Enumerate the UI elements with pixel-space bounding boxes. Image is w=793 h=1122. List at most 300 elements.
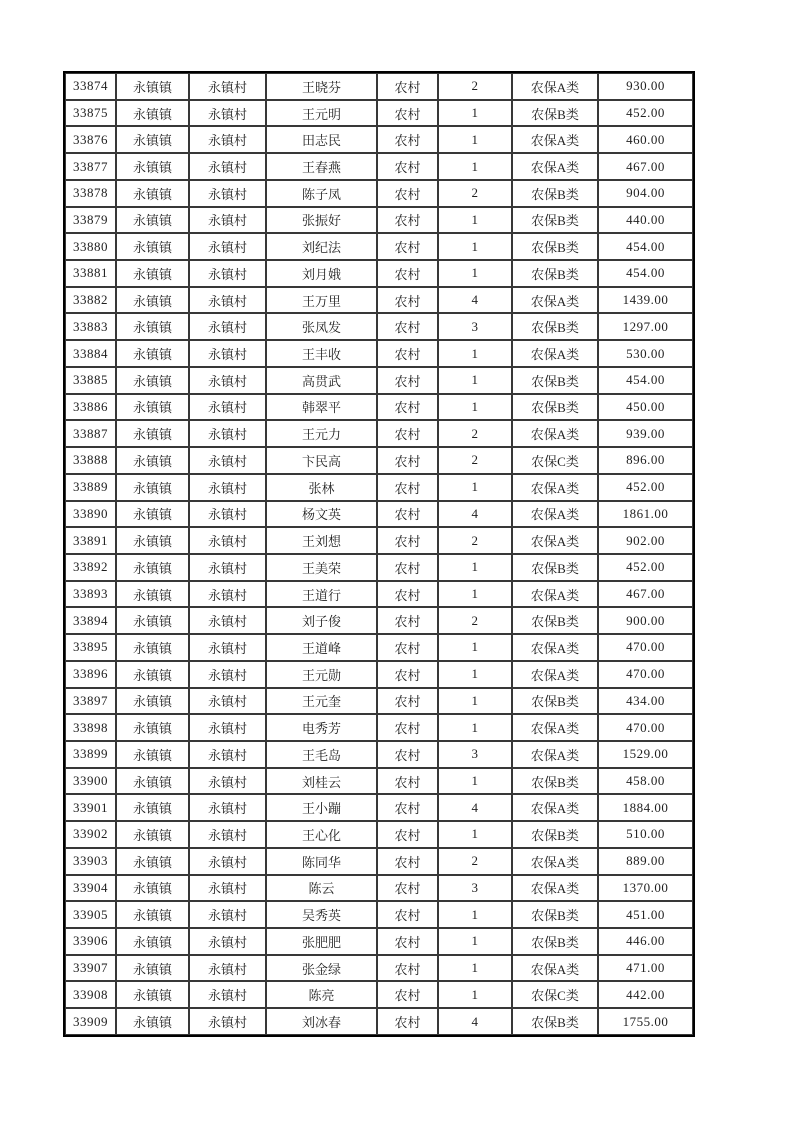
cell-town: 永镇镇 — [116, 180, 189, 207]
cell-insurance-class: 农保A类 — [512, 794, 598, 821]
cell-person-name: 刘冰春 — [266, 1008, 377, 1035]
cell-person-name: 王毛岛 — [266, 741, 377, 768]
cell-serial-number: 33899 — [65, 741, 116, 768]
cell-serial-number: 33909 — [65, 1008, 116, 1035]
table-row — [65, 661, 693, 688]
cell-village: 永镇村 — [189, 554, 266, 581]
cell-village: 永镇村 — [189, 501, 266, 528]
cell-town: 永镇镇 — [116, 554, 189, 581]
cell-amount: 1529.00 — [598, 741, 693, 768]
cell-household-type: 农村 — [377, 153, 438, 180]
table-row — [65, 955, 693, 982]
cell-amount: 896.00 — [598, 447, 693, 474]
cell-serial-number: 33877 — [65, 153, 116, 180]
cell-person-name: 王元力 — [266, 420, 377, 447]
cell-person-name: 陈同华 — [266, 848, 377, 875]
cell-insurance-class: 农保A类 — [512, 661, 598, 688]
cell-village: 永镇村 — [189, 981, 266, 1008]
cell-town: 永镇镇 — [116, 688, 189, 715]
cell-town: 永镇镇 — [116, 153, 189, 180]
cell-town: 永镇镇 — [116, 420, 189, 447]
cell-household-type: 农村 — [377, 821, 438, 848]
cell-person-count: 2 — [438, 73, 512, 100]
cell-person-name: 王元奎 — [266, 688, 377, 715]
cell-village: 永镇村 — [189, 768, 266, 795]
cell-person-name: 陈云 — [266, 875, 377, 902]
cell-household-type: 农村 — [377, 741, 438, 768]
cell-town: 永镇镇 — [116, 313, 189, 340]
cell-village: 永镇村 — [189, 474, 266, 501]
cell-serial-number: 33900 — [65, 768, 116, 795]
cell-person-count: 1 — [438, 688, 512, 715]
cell-household-type: 农村 — [377, 260, 438, 287]
cell-amount: 452.00 — [598, 100, 693, 127]
cell-person-count: 1 — [438, 581, 512, 608]
cell-town: 永镇镇 — [116, 501, 189, 528]
cell-person-count: 1 — [438, 126, 512, 153]
cell-serial-number: 33885 — [65, 367, 116, 394]
cell-serial-number: 33874 — [65, 73, 116, 100]
cell-amount: 442.00 — [598, 981, 693, 1008]
cell-insurance-class: 农保B类 — [512, 688, 598, 715]
cell-person-name: 王美荣 — [266, 554, 377, 581]
table-row — [65, 260, 693, 287]
cell-household-type: 农村 — [377, 554, 438, 581]
cell-village: 永镇村 — [189, 126, 266, 153]
cell-insurance-class: 农保B类 — [512, 768, 598, 795]
cell-town: 永镇镇 — [116, 100, 189, 127]
cell-amount: 467.00 — [598, 581, 693, 608]
table-row — [65, 340, 693, 367]
cell-person-name: 电秀芳 — [266, 714, 377, 741]
cell-person-name: 刘月娥 — [266, 260, 377, 287]
cell-village: 永镇村 — [189, 394, 266, 421]
cell-person-name: 王春燕 — [266, 153, 377, 180]
cell-person-name: 田志民 — [266, 126, 377, 153]
cell-person-count: 2 — [438, 527, 512, 554]
cell-person-count: 3 — [438, 741, 512, 768]
cell-person-name: 吴秀英 — [266, 901, 377, 928]
cell-village: 永镇村 — [189, 688, 266, 715]
table-row — [65, 768, 693, 795]
cell-person-count: 1 — [438, 901, 512, 928]
cell-village: 永镇村 — [189, 207, 266, 234]
cell-household-type: 农村 — [377, 447, 438, 474]
cell-insurance-class: 农保B类 — [512, 1008, 598, 1035]
cell-insurance-class: 农保B类 — [512, 207, 598, 234]
cell-person-name: 韩翠平 — [266, 394, 377, 421]
table-row — [65, 821, 693, 848]
cell-serial-number: 33898 — [65, 714, 116, 741]
cell-insurance-class: 农保B类 — [512, 554, 598, 581]
cell-person-name: 刘纪法 — [266, 233, 377, 260]
cell-village: 永镇村 — [189, 420, 266, 447]
cell-insurance-class: 农保B类 — [512, 928, 598, 955]
cell-serial-number: 33887 — [65, 420, 116, 447]
cell-village: 永镇村 — [189, 955, 266, 982]
cell-serial-number: 33896 — [65, 661, 116, 688]
cell-amount: 1370.00 — [598, 875, 693, 902]
cell-town: 永镇镇 — [116, 634, 189, 661]
cell-village: 永镇村 — [189, 928, 266, 955]
cell-person-count: 2 — [438, 848, 512, 875]
cell-insurance-class: 农保B类 — [512, 607, 598, 634]
cell-amount: 470.00 — [598, 634, 693, 661]
cell-village: 永镇村 — [189, 527, 266, 554]
cell-insurance-class: 农保A类 — [512, 474, 598, 501]
cell-household-type: 农村 — [377, 340, 438, 367]
cell-town: 永镇镇 — [116, 901, 189, 928]
cell-person-count: 1 — [438, 153, 512, 180]
cell-town: 永镇镇 — [116, 714, 189, 741]
cell-person-name: 刘子俊 — [266, 607, 377, 634]
cell-household-type: 农村 — [377, 794, 438, 821]
cell-village: 永镇村 — [189, 340, 266, 367]
cell-amount: 460.00 — [598, 126, 693, 153]
cell-insurance-class: 农保B类 — [512, 313, 598, 340]
cell-serial-number: 33880 — [65, 233, 116, 260]
cell-village: 永镇村 — [189, 714, 266, 741]
cell-insurance-class: 农保A类 — [512, 955, 598, 982]
cell-serial-number: 33878 — [65, 180, 116, 207]
cell-insurance-class: 农保A类 — [512, 73, 598, 100]
cell-serial-number: 33903 — [65, 848, 116, 875]
cell-town: 永镇镇 — [116, 260, 189, 287]
cell-household-type: 农村 — [377, 634, 438, 661]
cell-serial-number: 33905 — [65, 901, 116, 928]
cell-household-type: 农村 — [377, 367, 438, 394]
cell-serial-number: 33902 — [65, 821, 116, 848]
cell-household-type: 农村 — [377, 688, 438, 715]
cell-village: 永镇村 — [189, 634, 266, 661]
cell-village: 永镇村 — [189, 741, 266, 768]
cell-household-type: 农村 — [377, 581, 438, 608]
cell-person-count: 2 — [438, 180, 512, 207]
cell-amount: 454.00 — [598, 367, 693, 394]
cell-person-name: 陈子凤 — [266, 180, 377, 207]
cell-person-name: 王刘想 — [266, 527, 377, 554]
cell-person-name: 王元勋 — [266, 661, 377, 688]
cell-insurance-class: 农保A类 — [512, 527, 598, 554]
cell-amount: 458.00 — [598, 768, 693, 795]
cell-person-count: 3 — [438, 313, 512, 340]
cell-person-count: 1 — [438, 260, 512, 287]
cell-serial-number: 33882 — [65, 287, 116, 314]
cell-person-count: 4 — [438, 794, 512, 821]
cell-person-name: 王万里 — [266, 287, 377, 314]
cell-amount: 440.00 — [598, 207, 693, 234]
cell-person-count: 1 — [438, 474, 512, 501]
cell-amount: 1861.00 — [598, 501, 693, 528]
cell-household-type: 农村 — [377, 501, 438, 528]
cell-town: 永镇镇 — [116, 661, 189, 688]
cell-town: 永镇镇 — [116, 1008, 189, 1035]
cell-insurance-class: 农保A类 — [512, 714, 598, 741]
table-row — [65, 527, 693, 554]
cell-person-name: 卞民高 — [266, 447, 377, 474]
table-row — [65, 126, 693, 153]
table-row — [65, 794, 693, 821]
cell-person-count: 1 — [438, 661, 512, 688]
cell-insurance-class: 农保A类 — [512, 340, 598, 367]
cell-amount: 452.00 — [598, 554, 693, 581]
cell-serial-number: 33891 — [65, 527, 116, 554]
cell-person-name: 王丰收 — [266, 340, 377, 367]
cell-person-count: 1 — [438, 100, 512, 127]
cell-amount: 454.00 — [598, 260, 693, 287]
table-row — [65, 901, 693, 928]
cell-town: 永镇镇 — [116, 741, 189, 768]
cell-insurance-class: 农保A类 — [512, 153, 598, 180]
cell-household-type: 农村 — [377, 955, 438, 982]
cell-person-count: 4 — [438, 287, 512, 314]
cell-amount: 510.00 — [598, 821, 693, 848]
cell-amount: 454.00 — [598, 233, 693, 260]
cell-serial-number: 33886 — [65, 394, 116, 421]
cell-town: 永镇镇 — [116, 394, 189, 421]
cell-person-count: 1 — [438, 233, 512, 260]
cell-village: 永镇村 — [189, 233, 266, 260]
cell-serial-number: 33890 — [65, 501, 116, 528]
cell-amount: 452.00 — [598, 474, 693, 501]
cell-town: 永镇镇 — [116, 607, 189, 634]
cell-serial-number: 33881 — [65, 260, 116, 287]
table-row — [65, 581, 693, 608]
cell-household-type: 农村 — [377, 207, 438, 234]
table-row — [65, 714, 693, 741]
cell-insurance-class: 农保A类 — [512, 741, 598, 768]
cell-person-count: 2 — [438, 607, 512, 634]
cell-amount: 450.00 — [598, 394, 693, 421]
cell-serial-number: 33888 — [65, 447, 116, 474]
cell-person-count: 1 — [438, 207, 512, 234]
cell-town: 永镇镇 — [116, 821, 189, 848]
cell-town: 永镇镇 — [116, 928, 189, 955]
cell-serial-number: 33883 — [65, 313, 116, 340]
cell-insurance-class: 农保A类 — [512, 501, 598, 528]
cell-household-type: 农村 — [377, 661, 438, 688]
table-row — [65, 394, 693, 421]
cell-village: 永镇村 — [189, 901, 266, 928]
cell-person-count: 1 — [438, 394, 512, 421]
cell-village: 永镇村 — [189, 367, 266, 394]
cell-town: 永镇镇 — [116, 287, 189, 314]
cell-amount: 470.00 — [598, 661, 693, 688]
cell-person-count: 2 — [438, 447, 512, 474]
cell-insurance-class: 农保A类 — [512, 581, 598, 608]
cell-village: 永镇村 — [189, 73, 266, 100]
cell-amount: 530.00 — [598, 340, 693, 367]
cell-insurance-class: 农保B类 — [512, 901, 598, 928]
cell-person-name: 王小蹦 — [266, 794, 377, 821]
cell-person-name: 张林 — [266, 474, 377, 501]
cell-household-type: 农村 — [377, 981, 438, 1008]
cell-amount: 939.00 — [598, 420, 693, 447]
cell-household-type: 农村 — [377, 527, 438, 554]
cell-person-name: 刘桂云 — [266, 768, 377, 795]
cell-town: 永镇镇 — [116, 447, 189, 474]
cell-household-type: 农村 — [377, 420, 438, 447]
cell-town: 永镇镇 — [116, 581, 189, 608]
cell-person-name: 王道峰 — [266, 634, 377, 661]
cell-town: 永镇镇 — [116, 768, 189, 795]
table-row — [65, 153, 693, 180]
cell-serial-number: 33908 — [65, 981, 116, 1008]
cell-town: 永镇镇 — [116, 340, 189, 367]
cell-person-name: 张金绿 — [266, 955, 377, 982]
table-row — [65, 447, 693, 474]
cell-village: 永镇村 — [189, 607, 266, 634]
table-row — [65, 688, 693, 715]
table-row — [65, 474, 693, 501]
cell-town: 永镇镇 — [116, 981, 189, 1008]
cell-serial-number: 33889 — [65, 474, 116, 501]
cell-person-count: 1 — [438, 554, 512, 581]
cell-serial-number: 33907 — [65, 955, 116, 982]
cell-amount: 434.00 — [598, 688, 693, 715]
cell-person-name: 高贯武 — [266, 367, 377, 394]
table-row — [65, 875, 693, 902]
cell-village: 永镇村 — [189, 661, 266, 688]
cell-insurance-class: 农保A类 — [512, 634, 598, 661]
cell-village: 永镇村 — [189, 875, 266, 902]
cell-person-count: 1 — [438, 768, 512, 795]
cell-serial-number: 33906 — [65, 928, 116, 955]
cell-person-count: 3 — [438, 875, 512, 902]
cell-village: 永镇村 — [189, 180, 266, 207]
cell-town: 永镇镇 — [116, 126, 189, 153]
cell-person-count: 4 — [438, 1008, 512, 1035]
cell-person-name: 陈亮 — [266, 981, 377, 1008]
cell-household-type: 农村 — [377, 607, 438, 634]
cell-village: 永镇村 — [189, 100, 266, 127]
cell-household-type: 农村 — [377, 180, 438, 207]
cell-village: 永镇村 — [189, 821, 266, 848]
cell-household-type: 农村 — [377, 714, 438, 741]
cell-amount: 1884.00 — [598, 794, 693, 821]
cell-village: 永镇村 — [189, 287, 266, 314]
cell-insurance-class: 农保A类 — [512, 287, 598, 314]
table-row — [65, 501, 693, 528]
cell-town: 永镇镇 — [116, 848, 189, 875]
cell-village: 永镇村 — [189, 848, 266, 875]
cell-town: 永镇镇 — [116, 474, 189, 501]
cell-insurance-class: 农保B类 — [512, 821, 598, 848]
cell-insurance-class: 农保B类 — [512, 394, 598, 421]
cell-amount: 902.00 — [598, 527, 693, 554]
table-row — [65, 1008, 693, 1035]
cell-person-count: 1 — [438, 821, 512, 848]
cell-insurance-class: 农保B类 — [512, 100, 598, 127]
cell-household-type: 农村 — [377, 287, 438, 314]
cell-insurance-class: 农保B类 — [512, 233, 598, 260]
cell-amount: 1439.00 — [598, 287, 693, 314]
cell-household-type: 农村 — [377, 394, 438, 421]
cell-person-name: 张凤发 — [266, 313, 377, 340]
cell-serial-number: 33897 — [65, 688, 116, 715]
cell-serial-number: 33893 — [65, 581, 116, 608]
cell-serial-number: 33901 — [65, 794, 116, 821]
cell-household-type: 农村 — [377, 313, 438, 340]
cell-amount: 1755.00 — [598, 1008, 693, 1035]
cell-amount: 467.00 — [598, 153, 693, 180]
cell-town: 永镇镇 — [116, 527, 189, 554]
cell-village: 永镇村 — [189, 794, 266, 821]
cell-amount: 471.00 — [598, 955, 693, 982]
cell-person-count: 2 — [438, 420, 512, 447]
cell-person-count: 1 — [438, 634, 512, 661]
table-row — [65, 180, 693, 207]
cell-insurance-class: 农保A类 — [512, 875, 598, 902]
cell-town: 永镇镇 — [116, 73, 189, 100]
table-row — [65, 981, 693, 1008]
table-row — [65, 607, 693, 634]
cell-amount: 889.00 — [598, 848, 693, 875]
cell-household-type: 农村 — [377, 875, 438, 902]
cell-household-type: 农村 — [377, 126, 438, 153]
cell-person-count: 1 — [438, 928, 512, 955]
table-row — [65, 367, 693, 394]
cell-household-type: 农村 — [377, 928, 438, 955]
cell-person-count: 4 — [438, 501, 512, 528]
cell-insurance-class: 农保C类 — [512, 981, 598, 1008]
cell-serial-number: 33879 — [65, 207, 116, 234]
cell-person-name: 张肥肥 — [266, 928, 377, 955]
cell-town: 永镇镇 — [116, 207, 189, 234]
cell-household-type: 农村 — [377, 474, 438, 501]
cell-person-count: 1 — [438, 981, 512, 1008]
cell-insurance-class: 农保A类 — [512, 848, 598, 875]
cell-person-name: 张振好 — [266, 207, 377, 234]
cell-town: 永镇镇 — [116, 233, 189, 260]
table-row — [65, 207, 693, 234]
cell-person-name: 王道行 — [266, 581, 377, 608]
cell-household-type: 农村 — [377, 901, 438, 928]
cell-amount: 470.00 — [598, 714, 693, 741]
table-row — [65, 848, 693, 875]
cell-insurance-class: 农保A类 — [512, 126, 598, 153]
cell-person-name: 王心化 — [266, 821, 377, 848]
cell-person-name: 王晓芬 — [266, 73, 377, 100]
cell-household-type: 农村 — [377, 233, 438, 260]
benefits-table — [63, 71, 695, 1037]
cell-village: 永镇村 — [189, 260, 266, 287]
cell-town: 永镇镇 — [116, 794, 189, 821]
cell-household-type: 农村 — [377, 768, 438, 795]
cell-village: 永镇村 — [189, 313, 266, 340]
cell-town: 永镇镇 — [116, 955, 189, 982]
cell-household-type: 农村 — [377, 100, 438, 127]
cell-town: 永镇镇 — [116, 367, 189, 394]
cell-town: 永镇镇 — [116, 875, 189, 902]
cell-serial-number: 33892 — [65, 554, 116, 581]
cell-village: 永镇村 — [189, 447, 266, 474]
cell-village: 永镇村 — [189, 581, 266, 608]
cell-amount: 451.00 — [598, 901, 693, 928]
cell-person-name: 杨文英 — [266, 501, 377, 528]
table-row — [65, 741, 693, 768]
cell-household-type: 农村 — [377, 73, 438, 100]
cell-insurance-class: 农保B类 — [512, 367, 598, 394]
cell-household-type: 农村 — [377, 1008, 438, 1035]
cell-amount: 1297.00 — [598, 313, 693, 340]
cell-household-type: 农村 — [377, 848, 438, 875]
cell-serial-number: 33894 — [65, 607, 116, 634]
table-row — [65, 73, 693, 100]
cell-amount: 446.00 — [598, 928, 693, 955]
cell-person-count: 1 — [438, 367, 512, 394]
cell-person-name: 王元明 — [266, 100, 377, 127]
